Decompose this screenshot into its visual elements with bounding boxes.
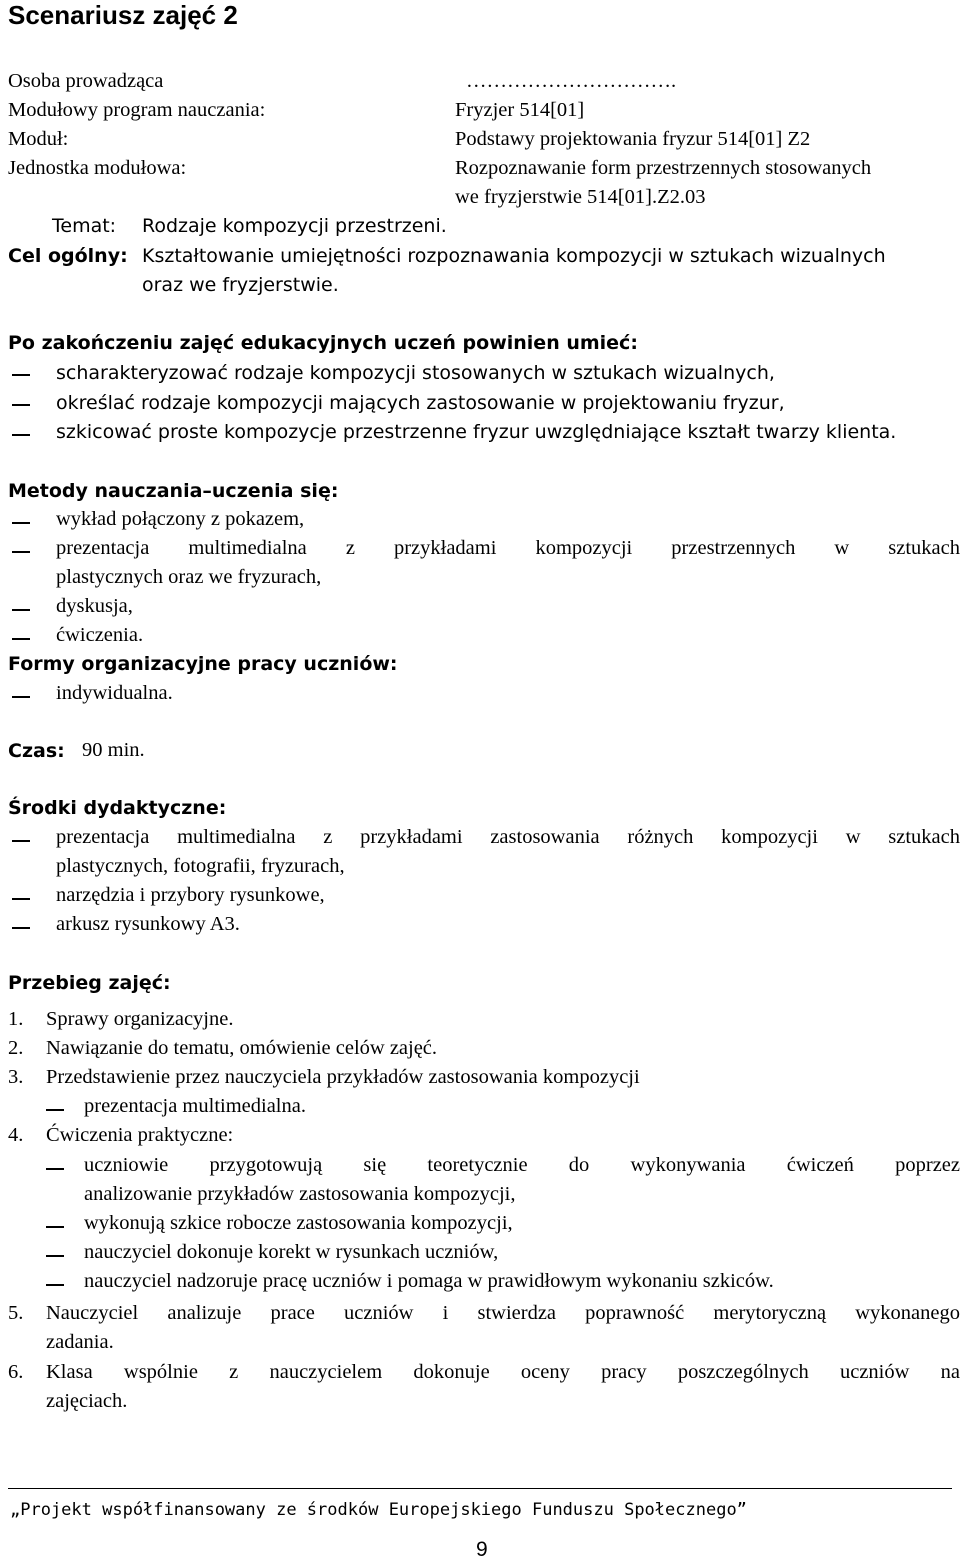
list-dash — [12, 434, 30, 436]
forms-heading: Formy organizacyjne pracy uczniów: — [8, 653, 398, 675]
method-item-continued: plastycznych oraz we fryzurach, — [56, 566, 322, 588]
list-dash — [12, 551, 30, 553]
osoba-label: Osoba prowadząca — [8, 70, 164, 92]
step-number: 5. — [8, 1302, 24, 1324]
outcomes-heading: Po zakończeniu zajęć edukacyjnych uczeń powinien umieć: — [8, 332, 638, 354]
jednostka-value-line-1: Rozpoznawanie form przestrzennych stosowanych — [455, 157, 872, 179]
temat-label: Temat: — [52, 215, 117, 237]
step-subitem: wykonują szkice robocze zastosowania kompozycji, — [84, 1212, 513, 1234]
step-text: Ćwiczenia praktyczne: — [46, 1124, 234, 1146]
list-dash — [12, 898, 30, 900]
step-subitem: uczniowie przygotowują się teoretycznie do wykonywania ćwiczeń poprzez — [84, 1154, 960, 1176]
list-dash — [12, 638, 30, 640]
list-dash — [12, 609, 30, 611]
step-number: 6. — [8, 1361, 24, 1383]
list-dash — [46, 1109, 64, 1111]
cel-value-line-2: oraz we fryzjerstwie. — [142, 274, 339, 296]
step-subitem: nauczyciel nadzoruje pracę uczniów i pomaga w prawidłowym wykonaniu szkiców. — [84, 1270, 774, 1292]
time-label: Czas: — [8, 740, 65, 762]
step-text: Klasa wspólnie z nauczycielem dokonuje oceny pracy poszczególnych uczniów na — [46, 1361, 960, 1383]
jednostka-label: Jednostka modułowa: — [8, 157, 187, 179]
method-item: ćwiczenia. — [56, 624, 144, 646]
step-text: Nawiązanie do tematu, omówienie celów zajęć. — [46, 1037, 438, 1059]
resource-item: arkusz rysunkowy A3. — [56, 913, 240, 935]
cel-label: Cel ogólny: — [8, 245, 128, 267]
list-dash — [12, 840, 30, 842]
program-value: Fryzjer 514[01] — [455, 99, 585, 121]
step-number: 2. — [8, 1037, 24, 1059]
program-label: Modułowy program nauczania: — [8, 99, 266, 121]
methods-heading: Metody nauczania–uczenia się: — [8, 480, 339, 502]
outcome-item: szkicować proste kompozycje przestrzenne fryzur uwzględniające kształt twarzy klienta. — [56, 421, 897, 443]
list-dash — [46, 1168, 64, 1170]
step-subitem: nauczyciel dokonuje korekt w rysunkach uczniów, — [84, 1241, 499, 1263]
outcome-item: scharakteryzować rodzaje kompozycji stosowanych w sztukach wizualnych, — [56, 362, 775, 384]
step-number: 1. — [8, 1008, 24, 1030]
list-dash — [12, 374, 30, 376]
method-item: prezentacja multimedialna z przykładami kompozycji przestrzennych w sztukach — [56, 537, 960, 559]
step-subitem-continued: analizowanie przykładów zastosowania kompozycji, — [84, 1183, 516, 1205]
step-text: Przedstawienie przez nauczyciela przykładów zastosowania kompozycji — [46, 1066, 640, 1088]
step-number: 4. — [8, 1124, 24, 1146]
jednostka-value-line-2: we fryzjerstwie 514[01].Z2.03 — [455, 186, 706, 208]
step-number: 3. — [8, 1066, 24, 1088]
modul-label: Moduł: — [8, 128, 69, 150]
list-dash — [12, 927, 30, 929]
method-item: dyskusja, — [56, 595, 133, 617]
time-value: 90 min. — [82, 739, 145, 761]
step-text: Sprawy organizacyjne. — [46, 1008, 234, 1030]
footer-text: „Projekt współfinansowany ze środków Europejskiego Funduszu Społecznego” — [10, 1500, 747, 1520]
cel-value-line-1: Kształtowanie umiejętności rozpoznawania kompozycji w sztukach wizualnych — [142, 245, 886, 267]
step-text: Nauczyciel analizuje prace uczniów i stwierdza poprawność merytoryczną wykonanego — [46, 1302, 960, 1324]
step-text-continued: zajęciach. — [46, 1390, 128, 1412]
list-dash — [12, 696, 30, 698]
list-dash — [46, 1284, 64, 1286]
list-dash — [12, 404, 30, 406]
course-heading: Przebieg zajęć: — [8, 972, 171, 994]
method-item: wykład połączony z pokazem, — [56, 508, 305, 530]
outcome-item: określać rodzaje kompozycji mających zastosowanie w projektowaniu fryzur, — [56, 392, 785, 414]
forms-item: indywidualna. — [56, 682, 173, 704]
modul-value: Podstawy projektowania fryzur 514[01] Z2 — [455, 128, 811, 150]
resource-item: prezentacja multimedialna z przykładami zastosowania różnych kompozycji w sztukach — [56, 826, 960, 848]
osoba-value: …………………………. — [466, 70, 677, 92]
page-number: 9 — [476, 1538, 488, 1561]
resource-item: narzędzia i przybory rysunkowe, — [56, 884, 325, 906]
page-title: Scenariusz zajęć 2 — [8, 0, 238, 30]
resources-heading: Środki dydaktyczne: — [8, 797, 227, 819]
footer-divider — [8, 1488, 952, 1489]
list-dash — [46, 1226, 64, 1228]
temat-value: Rodzaje kompozycji przestrzeni. — [142, 215, 447, 237]
resource-item-continued: plastycznych, fotografii, fryzurach, — [56, 855, 345, 877]
step-text-continued: zadania. — [46, 1331, 114, 1353]
list-dash — [46, 1255, 64, 1257]
step-subitem: prezentacja multimedialna. — [84, 1095, 306, 1117]
list-dash — [12, 522, 30, 524]
